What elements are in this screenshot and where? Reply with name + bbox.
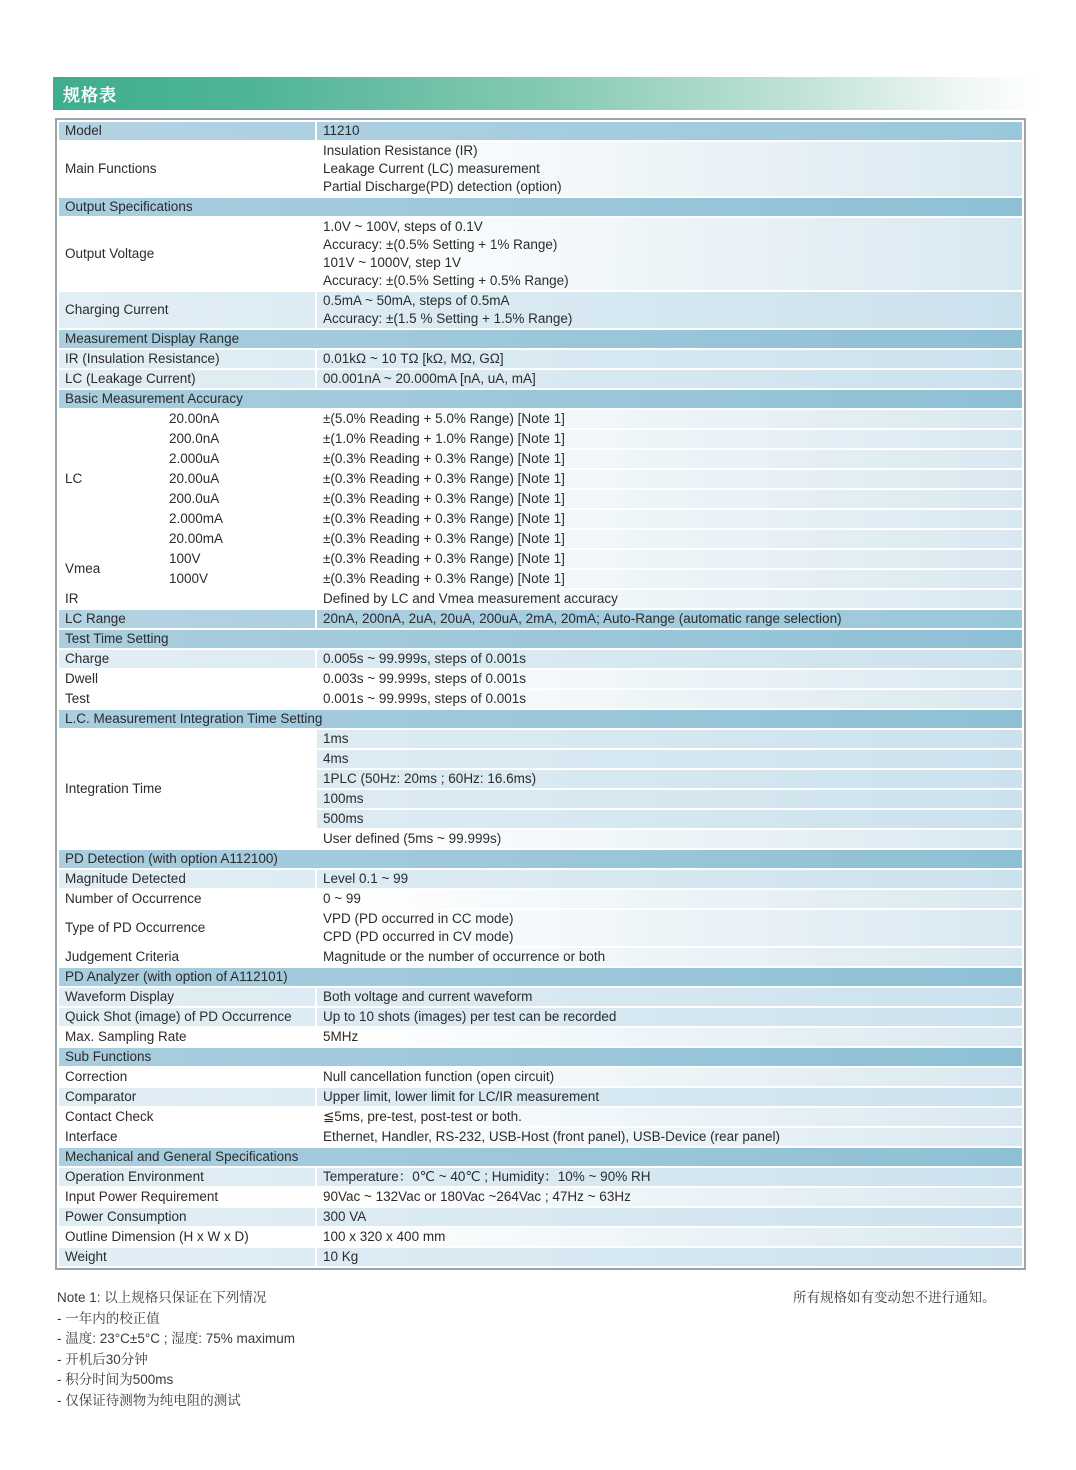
spec-label-cell: Operation Environment <box>58 1167 316 1187</box>
spec-row <box>58 1207 1023 1227</box>
spec-range-cell: 2.000uA <box>162 449 316 469</box>
spec-value-line: VPD (PD occurred in CC mode) <box>323 911 514 926</box>
spec-row <box>58 469 1023 489</box>
spec-label-cell: Type of PD Occurrence <box>58 909 316 947</box>
spec-row <box>58 529 1023 549</box>
spec-value-cell: Magnitude or the number of occurrence or both <box>316 947 1023 967</box>
spec-row <box>58 689 1023 709</box>
section-title-bar <box>53 77 1040 110</box>
spec-row <box>58 217 1023 291</box>
spec-row <box>58 909 1023 947</box>
note-list <box>57 1288 295 1411</box>
page-title: 规格表 <box>63 86 117 105</box>
spec-value-cell <box>316 291 1023 329</box>
spec-label-cell: Charge <box>58 649 316 669</box>
spec-row <box>58 409 1023 429</box>
section-header-label: Test Time Setting <box>58 629 1023 649</box>
spec-row <box>58 589 1023 609</box>
section-header-row <box>58 389 1023 409</box>
spec-value-cell: 1PLC (50Hz: 20ms ; 60Hz: 16.6ms) <box>316 769 1023 789</box>
spec-range-cell: 200.0nA <box>162 429 316 449</box>
spec-value-cell: ±(0.3% Reading + 0.3% Range) [Note 1] <box>316 529 1023 549</box>
note-line: - 仅保证待测物为纯电阻的测试 <box>57 1392 241 1408</box>
spec-value-cell: ±(1.0% Reading + 1.0% Range) [Note 1] <box>316 429 1023 449</box>
section-header-label: PD Detection (with option A112100) <box>58 849 1023 869</box>
spec-label-cell: Comparator <box>58 1087 316 1107</box>
spec-value-cell: 100ms <box>316 789 1023 809</box>
section-header-label: Basic Measurement Accuracy <box>58 389 1023 409</box>
spec-value-cell: 00.001nA ~ 20.000mA [nA, uA, mA] <box>316 369 1023 389</box>
section-header-row <box>58 849 1023 869</box>
spec-value-cell: Temperature：0℃ ~ 40℃ ; Humidity：10% ~ 90% RH <box>316 1167 1023 1187</box>
spec-value-cell: Both voltage and current waveform <box>316 987 1023 1007</box>
spec-label-cell: Waveform Display <box>58 987 316 1007</box>
spec-label-cell: Number of Occurrence <box>58 889 316 909</box>
spec-row <box>58 549 1023 569</box>
spec-value-cell: ±(5.0% Reading + 5.0% Range) [Note 1] <box>316 409 1023 429</box>
spec-value-cell: Up to 10 shots (images) per test can be recorded <box>316 1007 1023 1027</box>
note-line: - 开机后30分钟 <box>57 1351 148 1367</box>
change-notice-text: 所有规格如有变动恕不进行通知。 <box>793 1290 996 1305</box>
spec-row <box>58 1247 1023 1267</box>
section-header-label: PD Analyzer (with option of A112101) <box>58 967 1023 987</box>
spec-value-cell <box>316 141 1023 197</box>
spec-label-cell: Weight <box>58 1247 316 1267</box>
spec-group-label-cell: Integration Time <box>58 729 316 849</box>
spec-row <box>58 1027 1023 1047</box>
section-header-row <box>58 329 1023 349</box>
spec-value-cell: ±(0.3% Reading + 0.3% Range) [Note 1] <box>316 489 1023 509</box>
spec-value-line: Insulation Resistance (IR) <box>323 143 478 158</box>
spec-value-cell: 300 VA <box>316 1207 1023 1227</box>
spec-label-cell: Interface <box>58 1127 316 1147</box>
spec-value-line: CPD (PD occurred in CV mode) <box>323 929 514 944</box>
spec-value-cell: 0.001s ~ 99.999s, steps of 0.001s <box>316 689 1023 709</box>
spec-value-cell: User defined (5ms ~ 99.999s) <box>316 829 1023 849</box>
spec-row <box>58 569 1023 589</box>
spec-label-cell: Correction <box>58 1067 316 1087</box>
spec-value-cell: 100 x 320 x 400 mm <box>316 1227 1023 1247</box>
spec-row <box>58 489 1023 509</box>
spec-value-line: Accuracy: ±(1.5 % Setting + 1.5% Range) <box>323 311 573 326</box>
note-line: - 积分时间为500ms <box>57 1372 174 1387</box>
spec-range-cell: 200.0uA <box>162 489 316 509</box>
spec-value-cell: 90Vac ~ 132Vac or 180Vac ~264Vac ; 47Hz ~ 63Hz <box>316 1187 1023 1207</box>
spec-row <box>58 1227 1023 1247</box>
spec-row <box>58 889 1023 909</box>
spec-label-cell: Contact Check <box>58 1107 316 1127</box>
spec-value-cell: 1ms <box>316 729 1023 749</box>
spec-row <box>58 1087 1023 1107</box>
spec-row <box>58 121 1023 141</box>
spec-row <box>58 1127 1023 1147</box>
spec-label-cell: Max. Sampling Rate <box>58 1027 316 1047</box>
spec-label-cell: Model <box>58 121 316 141</box>
spec-label-cell: Test <box>58 689 316 709</box>
spec-group-label-cell: Vmea <box>58 549 162 589</box>
spec-value-cell: Ethernet, Handler, RS-232, USB-Host (front panel), USB-Device (rear panel) <box>316 1127 1023 1147</box>
spec-value-cell: 0.01kΩ ~ 10 TΩ [kΩ, MΩ, GΩ] <box>316 349 1023 369</box>
spec-value-cell: 10 Kg <box>316 1247 1023 1267</box>
spec-value-cell: Defined by LC and Vmea measurement accuracy <box>316 589 1023 609</box>
section-header-row <box>58 1047 1023 1067</box>
spec-row <box>58 729 1023 749</box>
spec-value-cell: Null cancellation function (open circuit) <box>316 1067 1023 1087</box>
spec-label-cell: Outline Dimension (H x W x D) <box>58 1227 316 1247</box>
spec-label-cell: Judgement Criteria <box>58 947 316 967</box>
section-header-label: Sub Functions <box>58 1047 1023 1067</box>
spec-value-cell: Level 0.1 ~ 99 <box>316 869 1023 889</box>
spec-label-cell: Quick Shot (image) of PD Occurrence <box>58 1007 316 1027</box>
spec-label-cell: Magnitude Detected <box>58 869 316 889</box>
spec-value-cell: Upper limit, lower limit for LC/IR measurement <box>316 1087 1023 1107</box>
spec-range-cell: 20.00nA <box>162 409 316 429</box>
spec-value-cell: 0 ~ 99 <box>316 889 1023 909</box>
section-header-label: Measurement Display Range <box>58 329 1023 349</box>
section-header-label: L.C. Measurement Integration Time Setting <box>58 709 1023 729</box>
spec-row <box>58 349 1023 369</box>
spec-label-cell: Charging Current <box>58 291 316 329</box>
spec-label-cell: IR (Insulation Resistance) <box>58 349 316 369</box>
spec-value-cell: 20nA, 200nA, 2uA, 20uA, 200uA, 2mA, 20mA; Auto-Range (automatic range selection) <box>316 609 1023 629</box>
spec-range-cell: 20.00uA <box>162 469 316 489</box>
section-header-row <box>58 197 1023 217</box>
spec-row <box>58 987 1023 1007</box>
spec-row <box>58 509 1023 529</box>
spec-label-cell: Output Voltage <box>58 217 316 291</box>
spec-row <box>58 369 1023 389</box>
spec-value-cell: 500ms <box>316 809 1023 829</box>
spec-label-cell: Main Functions <box>58 141 316 197</box>
note-line: - 温度: 23°C±5°C ; 湿度: 75% maximum <box>57 1331 296 1346</box>
spec-value-cell: 0.005s ~ 99.999s, steps of 0.001s <box>316 649 1023 669</box>
section-header-label: Output Specifications <box>58 197 1023 217</box>
spec-value-cell: ±(0.3% Reading + 0.3% Range) [Note 1] <box>316 449 1023 469</box>
spec-label-cell: Dwell <box>58 669 316 689</box>
spec-value-cell: ±(0.3% Reading + 0.3% Range) [Note 1] <box>316 509 1023 529</box>
spec-row <box>58 141 1023 197</box>
spec-row <box>58 649 1023 669</box>
spec-value-line: 0.5mA ~ 50mA, steps of 0.5mA <box>323 293 510 308</box>
spec-row <box>58 1107 1023 1127</box>
section-header-row <box>58 1147 1023 1167</box>
spec-table <box>57 120 1024 1268</box>
spec-group-label-cell: LC <box>58 409 162 549</box>
spec-label-cell: Input Power Requirement <box>58 1187 316 1207</box>
spec-value-line: Accuracy: ±(0.5% Setting + 0.5% Range) <box>323 273 569 288</box>
spec-label-cell: Power Consumption <box>58 1207 316 1227</box>
spec-row <box>58 1067 1023 1087</box>
spec-value-cell: ±(0.3% Reading + 0.3% Range) [Note 1] <box>316 569 1023 589</box>
spec-row <box>58 1007 1023 1027</box>
spec-range-cell: 100V <box>162 549 316 569</box>
spec-value-cell <box>316 909 1023 947</box>
spec-value-line: Partial Discharge(PD) detection (option) <box>323 179 562 194</box>
spec-range-cell: 20.00mA <box>162 529 316 549</box>
spec-label-cell: LC (Leakage Current) <box>58 369 316 389</box>
spec-value-cell <box>316 217 1023 291</box>
spec-value-line: 101V ~ 1000V, step 1V <box>323 255 461 270</box>
spec-row <box>58 1167 1023 1187</box>
note-line: - 一年内的校正值 <box>57 1310 160 1326</box>
section-header-label: Mechanical and General Specifications <box>58 1147 1023 1167</box>
spec-row <box>58 947 1023 967</box>
spec-table-container <box>55 118 1026 1270</box>
spec-value-cell: 11210 <box>316 121 1023 141</box>
section-header-row <box>58 629 1023 649</box>
spec-value-cell: ±(0.3% Reading + 0.3% Range) [Note 1] <box>316 469 1023 489</box>
spec-value-line: Accuracy: ±(0.5% Setting + 1% Range) <box>323 237 558 252</box>
spec-value-line: 1.0V ~ 100V, steps of 0.1V <box>323 219 483 234</box>
spec-row <box>58 669 1023 689</box>
spec-row <box>58 609 1023 629</box>
spec-row <box>58 429 1023 449</box>
spec-value-line: Leakage Current (LC) measurement <box>323 161 540 176</box>
spec-value-cell: 5MHz <box>316 1027 1023 1047</box>
spec-row <box>58 291 1023 329</box>
spec-value-cell: 4ms <box>316 749 1023 769</box>
spec-value-cell: ≦5ms, pre-test, post-test or both. <box>316 1107 1023 1127</box>
spec-row <box>58 1187 1023 1207</box>
section-header-row <box>58 967 1023 987</box>
spec-row <box>58 449 1023 469</box>
spec-range-cell: 1000V <box>162 569 316 589</box>
spec-label-cell: LC Range <box>58 609 316 629</box>
section-header-row <box>58 709 1023 729</box>
spec-range-cell: 2.000mA <box>162 509 316 529</box>
spec-row <box>58 869 1023 889</box>
note-line: Note 1: 以上规格只保证在下列情况 <box>57 1290 267 1305</box>
spec-label-cell: IR <box>58 589 316 609</box>
spec-value-cell: 0.003s ~ 99.999s, steps of 0.001s <box>316 669 1023 689</box>
spec-value-cell: ±(0.3% Reading + 0.3% Range) [Note 1] <box>316 549 1023 569</box>
